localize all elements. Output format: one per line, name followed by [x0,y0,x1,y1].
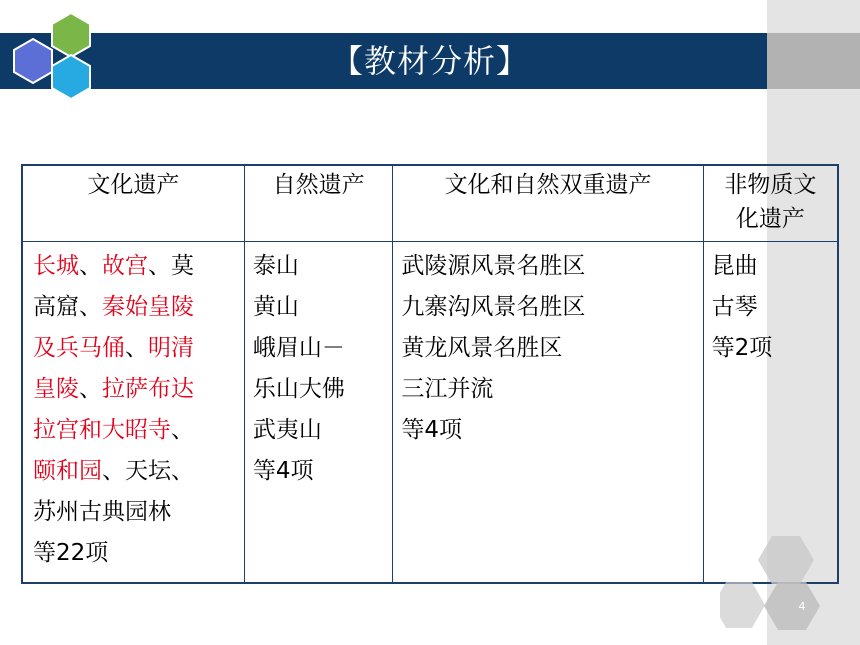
list-item: 九寨沟风景名胜区 [401,294,586,320]
list-item: 等2项 [711,335,773,361]
heritage-text: 等22项 [33,540,109,566]
heritage-text: 、莫 [148,253,194,279]
header-natural: 自然遗产 [244,165,393,242]
heritage-text: 、天坛、 [102,458,194,484]
mixed-cell [393,242,703,584]
header-intangible-text: 非物质文化遗产 [724,172,817,232]
heritage-text: 、 [79,253,102,279]
list-item [33,328,240,369]
header-intangible [703,165,838,242]
list-item [33,246,240,287]
page-number: 4 [798,600,806,613]
natural-cell [244,242,393,584]
highlighted-heritage-name: 拉萨布达 [102,376,194,402]
highlighted-heritage-name: 长城 [33,253,79,279]
table-row [22,242,838,584]
list-item: 黄山 [252,294,299,320]
heritage-text: 、 [125,335,148,361]
list-item: 黄龙风景名胜区 [401,335,563,361]
highlighted-heritage-name: 及兵马俑 [33,335,125,361]
list-item: 等4项 [252,458,314,484]
list-item [33,369,240,410]
list-item: 三江并流 [401,376,494,402]
list-item [33,492,240,533]
header-cultural: 文化遗产 [22,165,244,242]
list-item: 等4项 [401,417,462,443]
highlighted-heritage-name: 拉宫和大昭寺 [33,417,171,443]
list-item: 武夷山 [252,417,322,443]
list-item: 古琴 [711,294,758,320]
list-item: 昆曲 [711,253,758,279]
list-item [33,533,240,574]
list-item: 乐山大佛 [252,376,345,402]
list-item [33,451,240,492]
list-item: 峨眉山－ [252,335,345,361]
list-item [33,410,240,451]
highlighted-heritage-name: 秦始皇陵 [102,294,194,320]
heritage-text: 高窟、 [33,294,102,320]
hexagon-decoration-icon [720,520,840,640]
cultural-cell [22,242,244,584]
list-item: 武陵源风景名胜区 [401,253,586,279]
list-item: 泰山 [252,253,299,279]
highlighted-heritage-name: 故宫 [102,253,148,279]
list-item [33,287,240,328]
header-mixed: 文化和自然双重遗产 [393,165,703,242]
heritage-table [21,164,839,584]
slide-title: 【教材分析】 [330,42,529,80]
highlighted-heritage-name: 明清 [148,335,194,361]
heritage-text: 苏州古典园林 [33,499,171,525]
heritage-text: 、 [171,417,194,443]
heritage-text: 、 [79,376,102,402]
highlighted-heritage-name: 皇陵 [33,376,79,402]
highlighted-heritage-name: 颐和园 [33,458,102,484]
table-header-row [22,165,838,242]
